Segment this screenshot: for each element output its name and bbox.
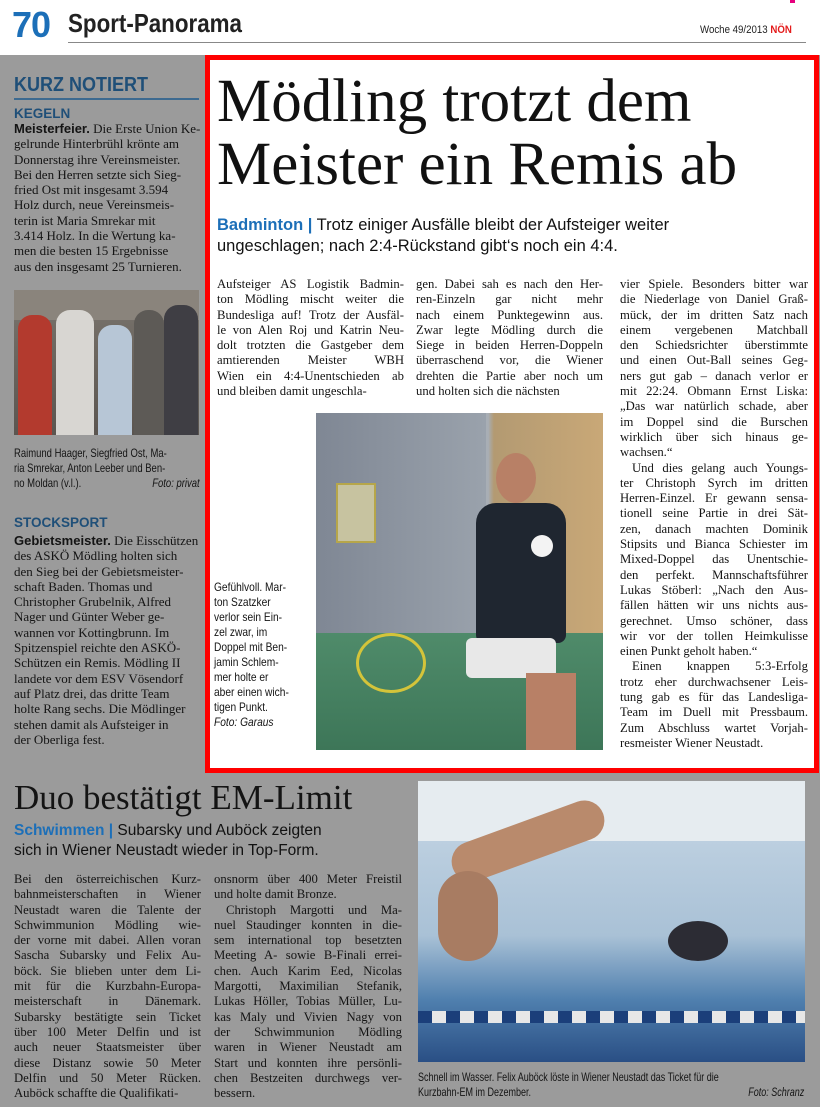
text-line: ners gut gab – danach verlor er [620, 368, 808, 383]
text-line-content: Nager und Günter Weber ge- [14, 609, 165, 625]
text-line-content: gelrunde Hinterbrühl krönte am [14, 136, 179, 152]
topic-label: Schwimmen | [14, 822, 114, 839]
text-line [14, 136, 200, 151]
text-line: tionell seine Partie in drei Sät- [620, 506, 808, 521]
text-line: Zwar legte Mödling durch die [416, 322, 603, 337]
text-line-content: landete vor dem ESV Vösendorf [14, 670, 184, 686]
text-line: und holte damit Bronze. [214, 887, 337, 902]
text-line: und einen Out-Ball seines Geg- [620, 353, 808, 368]
caption-line: Schnell im Wasser. Felix Auböck löste in Wiener Neustadt das Ticket für die [418, 1070, 719, 1084]
text-line: Bundesliga auf! Trotz der Ausfäl- [217, 307, 404, 322]
text-line: bessern. [214, 1086, 256, 1101]
text-line [14, 640, 200, 655]
text-line: waren in Wiener Neustadt am [214, 1040, 402, 1055]
text-line: amtierenden Meister WBH [217, 353, 404, 368]
team-photo-caption [14, 446, 200, 491]
text-line: gerechnet. Umso schöner, dass [620, 613, 808, 628]
text-line-content: Christopher Grubelnik, Alfred [14, 594, 172, 610]
text-line: Stipsits und Bianca Schiester im [620, 537, 808, 552]
caption-line: tigen Punkt. [214, 700, 268, 714]
caption-line: verlor sein Ein- [214, 610, 283, 624]
article-column [416, 277, 603, 399]
text-line [14, 167, 200, 182]
caption-line: Doppel mit Ben- [214, 640, 288, 654]
text-line: tung gab es für das Landesliga- [620, 690, 808, 705]
text-line: Lukas Stöberl: „Nach den Aus- [620, 582, 808, 597]
caption-line: aber einen wich- [214, 685, 289, 699]
sidebar-title: KURZ NOTIERT [14, 74, 149, 96]
text-line: chen Bestzeiten durchwegs ver- [214, 1070, 402, 1085]
text-line [14, 182, 200, 197]
text-line [14, 655, 200, 670]
text-line: meisterschaft in Dänemark. [14, 994, 201, 1009]
text-line: Einen knappen 5:3-Erfolg [632, 659, 808, 674]
text-line-content: fried Ost mit insgesamt 3.594 [14, 182, 169, 198]
second-headline: Duo bestätigt EM-Limit [14, 778, 353, 817]
article-column [217, 277, 404, 399]
text-line: Aufsteiger AS Logistik Badmin- [217, 277, 404, 291]
text-line: le von Alen Roj und Katrin Neu- [217, 322, 404, 337]
text-line [14, 548, 200, 563]
text-line [14, 701, 200, 716]
text-line: ton Mödling mischt weiter die [217, 292, 404, 307]
text-line: einen Punkt geholt haben.“ [620, 644, 758, 659]
text-line: wachsen.“ [620, 445, 673, 460]
text-line: gen. Dabei sah es nach den Her- [416, 277, 603, 291]
kegeln-text [14, 121, 200, 274]
text-line: der Schwimmunion Mödling [214, 1024, 402, 1039]
text-line: mit 22:24. Obmann Ernst Liska: [620, 384, 808, 399]
text-line [14, 564, 200, 579]
text-line [14, 732, 200, 747]
text-line [14, 594, 200, 609]
text-line: Christoph Margotti und Ma- [226, 902, 402, 917]
text-line: mit für die Kurzbahn-Europa- [14, 979, 201, 994]
caption-line: zel zwar, im [214, 625, 268, 639]
text-line: Wien ein 4:4-Unentschieden ab [217, 368, 404, 383]
text-line-content: Spitzenspiel reichte den ASKÖ- [14, 640, 181, 656]
text-line [14, 243, 200, 258]
section-title: Sport-Panorama [68, 8, 242, 38]
text-line: Und dies gelang auch Youngs- [632, 460, 808, 475]
text-line [14, 121, 200, 136]
text-line: der vorne mit dabei. Allen voran [14, 933, 201, 948]
text-line-content: wannen vor Kottingbrunn. Im [14, 624, 170, 640]
text-line: Margotti, Maximilian Stefanik, [214, 979, 402, 994]
text-line: böck. Sie blieben unter dem Li- [14, 963, 201, 978]
text-line-content: Donnerstag ihre Vereinsmeister. [14, 151, 181, 167]
text-line: Mixed-Doppel das Unentschie- [620, 552, 808, 567]
text-line [14, 259, 200, 274]
swimming-photo-caption [418, 1070, 804, 1100]
text-line: fällen hätten wir uns nichts aus- [620, 598, 808, 613]
text-line: im Doppel sind die Burschen [620, 414, 808, 429]
swimming-photo [418, 781, 805, 1062]
color-mark [790, 0, 795, 3]
text-line: ter Christoph Syrch im dritten [620, 475, 808, 490]
text-line: resmeister Wiener Neustadt. [620, 735, 764, 750]
article-column [620, 277, 808, 751]
caption-line: ria Smrekar, Anton Leeber und Ben- [14, 461, 166, 475]
caption-line: Gefühlvoll. Mar- [214, 580, 286, 594]
text-line-content: terin ist Maria Smrekar mit [14, 212, 156, 228]
subhead-line: ungeschlagen; nach 2:4-Rückstand gibt‘s noch ein 4:4. [217, 237, 618, 255]
text-line: mück, der im dritten Satz nach [620, 307, 808, 322]
text-line: die Niederlage von Daniel Graß- [620, 292, 808, 307]
text-line [14, 671, 200, 686]
text-line [14, 152, 200, 167]
page-number: 70 [12, 4, 51, 45]
subhead-line: Trotz einiger Ausfälle bleibt der Aufsteiger weiter [316, 216, 670, 234]
caption-line: mer holte er [214, 670, 269, 684]
text-line: überraschend vor, die Wiener [416, 353, 603, 368]
text-line: vier Spiele. Besonders bitter war [620, 277, 808, 291]
photo-credit: Foto: privat [152, 476, 200, 490]
subhead-line: Subarsky und Auböck zeigten [117, 822, 322, 839]
text-line: Neustadt waren die Talente der [14, 902, 201, 917]
photo-credit: Foto: Garaus [214, 715, 274, 729]
caption-line: Raimund Haager, Siegfried Ost, Ma- [14, 446, 167, 460]
text-line [14, 213, 200, 228]
badminton-photo [316, 413, 603, 750]
brand-logo: NÖN [770, 24, 792, 36]
text-line-content: aus den insgesamt 25 Turnieren. [14, 258, 182, 274]
text-line: diese Distanz sowie 50 Meter [14, 1055, 201, 1070]
issue-week: Woche 49/2013 [700, 24, 768, 36]
headline-line: Meister ein Remis ab [217, 131, 738, 198]
text-line-content: 3.414 Holz. In die Wertung ka- [14, 228, 176, 244]
text-line: über 100 Meter Delfin und ist [14, 1024, 201, 1039]
text-line: Herren-Einzel. Er gewann sensa- [620, 491, 808, 506]
text-line: Bei den österreichischen Kurz- [14, 872, 201, 886]
headline-line: Mödling trotzt dem [217, 68, 692, 135]
article-column [214, 872, 402, 1101]
text-line-content: Die Erste Union Ke- [89, 121, 200, 136]
text-line [14, 609, 200, 624]
text-line: den Schiedsrichter überstimmte [620, 338, 808, 353]
article-column [14, 872, 201, 1101]
team-photo [14, 290, 199, 435]
text-line-content: stehen damit als Aufsteiger in [14, 716, 169, 732]
text-line: Start und konnten ihre persönli- [214, 1055, 402, 1070]
text-line: wirklich über sich hinaus ge- [620, 429, 808, 444]
text-line [14, 197, 200, 212]
lead-in: Gebietsmeister. [14, 533, 111, 548]
text-line [14, 625, 200, 640]
caption-text: no Moldan (v.l.). [14, 476, 82, 490]
lead-in: Meisterfeier. [14, 121, 90, 136]
text-line-content: Holz durch, neue Vereinsmeis- [14, 197, 175, 213]
text-line: und bleiben damit ungeschla- [217, 384, 367, 399]
topic-label: Badminton | [217, 216, 313, 234]
text-line-content: men die besten 15 Ergebnisse [14, 243, 169, 259]
text-line: Auböck schaffte die Qualifikati- [14, 1086, 179, 1101]
text-line-content: Die Eisschützen [110, 533, 199, 548]
text-line: „Das war natürlich schade, aber [620, 399, 808, 414]
text-line [14, 533, 200, 548]
text-line-content: holte Rang sechs. Die Mödlinger [14, 701, 186, 717]
kicker-stocksport: STOCKSPORT [14, 515, 108, 530]
text-line: zen, danach machten Dominik [620, 521, 808, 536]
text-line-content: auf Platz drei, das dritte Team [14, 685, 170, 701]
text-line: trotz eher durchwachsener Leis- [620, 674, 808, 689]
text-line-content: Bei den Herren setzte sich Sieg- [14, 166, 182, 182]
caption-text: Kurzbahn-EM im Dezember. [418, 1085, 532, 1099]
caption-line: ton Szatzker [214, 595, 271, 609]
text-line [14, 686, 200, 701]
text-line: den perfekt. Mannschaftsführer [620, 567, 808, 582]
text-line: Meeting A- sowie B-Finali errei- [214, 948, 402, 963]
stocksport-text [14, 533, 200, 747]
main-headline [217, 70, 737, 196]
text-line-content: der Oberliga fest. [14, 731, 105, 747]
text-line: chen. Auch Karim Eed, Nicolas [214, 963, 402, 978]
text-line-content: den Sieg bei der Gebietsmeister- [14, 563, 184, 579]
header-rule [68, 42, 806, 43]
photo-credit: Foto: Schranz [748, 1085, 805, 1099]
text-line: Delfin und 50 Meter Rücken. [14, 1070, 201, 1085]
text-line: nach einem Punktegewinn aus. [416, 307, 603, 322]
text-line: kas Maly und Vivien Nagy von [214, 1009, 402, 1024]
main-subhead [217, 215, 669, 257]
caption-line [418, 1085, 804, 1100]
text-line: Schwimmunion Mödling wie- [14, 917, 201, 932]
issue-label [700, 24, 792, 36]
text-line: Zum Abschluss wartet Vorjah- [620, 720, 808, 735]
text-line: und holten sich die nächsten [416, 384, 560, 399]
text-line: dolt trotzten die Gastgeber dem [217, 338, 404, 353]
text-line: Subarsky bestätigte sein Ticket [14, 1009, 201, 1024]
badminton-photo-caption [214, 580, 311, 730]
second-subhead [14, 821, 322, 861]
text-line [14, 717, 200, 732]
text-line: sem international top besetzten [214, 933, 402, 948]
text-line [14, 579, 200, 594]
text-line: bahnmeisterschaften in Wiener [14, 887, 201, 902]
text-line: ren-Einzeln gar nicht mehr [416, 292, 603, 307]
sidebar-rule [14, 98, 199, 100]
caption-line [14, 476, 200, 491]
subhead-line: sich in Wiener Neustadt wieder in Top-Form. [14, 842, 319, 859]
text-line: Lukas Höller, Tobias Müller, Lu- [214, 994, 402, 1009]
text-line: einem vergebenen Matchball [620, 322, 808, 337]
text-line: wir vor der tollen Heimkulisse [620, 628, 808, 643]
text-line-content: schaft Baden. Thomas und [14, 578, 153, 594]
text-line: Team im Duell mit Pressbaum. [620, 705, 808, 720]
text-line: Sascha Subarsky und Felix Au- [14, 948, 201, 963]
text-line: drehten die Partie aber noch um [416, 368, 603, 383]
text-line: Siege in beiden Herren-Doppeln [416, 338, 603, 353]
kicker-kegeln: KEGELN [14, 106, 71, 121]
text-line [14, 228, 200, 243]
text-line: auch neuer Staatsmeister über [14, 1040, 201, 1055]
caption-line: jamin Schlem- [214, 655, 279, 669]
text-line-content: des ASKÖ Mödling holten sich [14, 548, 178, 564]
text-line: nuel Staudinger konnten in die- [214, 917, 402, 932]
text-line-content: Schützen ein Remis. Mödling II [14, 655, 181, 671]
text-line: onsnorm über 400 Meter Freistil [214, 872, 402, 886]
